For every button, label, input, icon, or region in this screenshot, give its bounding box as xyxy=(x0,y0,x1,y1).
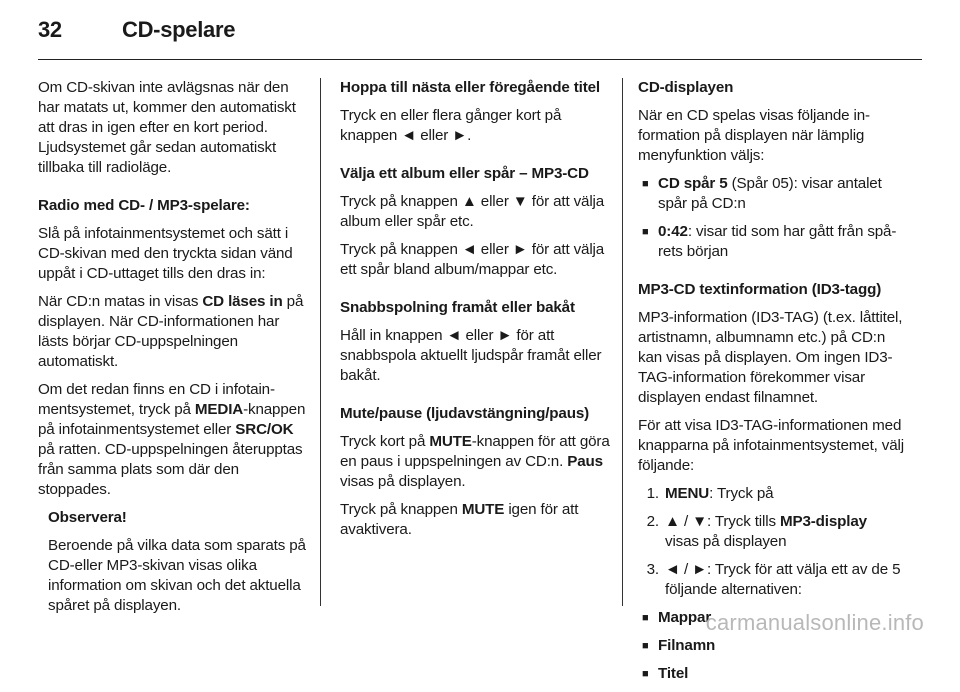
paragraph: Om CD-skivan inte avlägsnas när den har matats ut, kommer den automatiskt att dras in igen efter en kort period. Ljudsystemet går sedan automatiskt tillbaka till radioläge. xyxy=(38,79,296,176)
paragraph: Tryck på knappen ◄ eller ► för att välja ett spår bland album/mappar etc. xyxy=(340,241,605,278)
section-heading: MP3-CD textinformation (ID3-tagg) xyxy=(638,281,882,298)
bullet-square-icon: ■ xyxy=(642,178,649,190)
paragraph: Slå på infotainmentsystemet och sätt i CD-skivan med den tryckta sidan vänd uppåt i CD-uttaget tills den dras in: xyxy=(38,225,293,282)
numbered-step: 1. MENU: Tryck på xyxy=(646,485,774,502)
numbered-step: 2. ▲ / ▼: Tryck tills MP3-display visas på displayen xyxy=(646,513,867,550)
column-2 xyxy=(340,78,612,548)
bullet-item: ■ Filnamn xyxy=(642,637,716,654)
bullet-square-icon: ■ xyxy=(642,640,649,652)
page-number: 32 xyxy=(38,17,62,42)
paragraph: Tryck på knappen ▲ eller ▼ för att välja album eller spår etc. xyxy=(340,193,605,230)
column-1 xyxy=(38,78,310,624)
paragraph: Tryck på knappen MUTE igen för att avaktivera. xyxy=(340,501,579,538)
paragraph: När en CD spelas visas följande information på displayen när lämplig menyfunktion väljs: xyxy=(638,107,871,164)
bullet-square-icon: ■ xyxy=(642,612,649,624)
section-heading: Snabbspolning framåt eller bakåt xyxy=(340,299,575,316)
section-heading: Välja ett album eller spår – MP3-CD xyxy=(340,165,589,182)
watermark: carmanualsonline.info xyxy=(705,610,924,635)
note-title: Observera! xyxy=(48,509,127,526)
paragraph: Tryck en eller flera gånger kort på knappen ◄ eller ►. xyxy=(340,107,562,144)
section-heading: Radio med CD- / MP3-spelare: xyxy=(38,197,250,214)
page-title: CD-spelare xyxy=(122,17,236,42)
column-divider-1 xyxy=(320,78,321,606)
paragraph: Om det redan finns en CD i infotainmentsystemet, tryck på MEDIA-knappen på infotainmentsystemet eller SRC/OK på ratten. CD-uppspelningen återupptas från samma plats som där den stoppades. xyxy=(38,381,306,498)
bullet-square-icon: ■ xyxy=(642,668,649,680)
page-header xyxy=(38,17,235,43)
paragraph: MP3-information (ID3-TAG) (t.ex. låttitel, artistnamn, albumnamn etc.) på CD:n kan visas på displayen. Om ingen ID3-TAG-information förekommer visar displayen endast filnamnet. xyxy=(638,309,903,406)
paragraph: När CD:n matas in visas CD läses in på displayen. När CD-informationen har lästs börjar CD-uppspelningen automatiskt. xyxy=(38,293,304,370)
bullet-item: ■ 0:42: visar tid som har gått från spårets början xyxy=(642,223,897,260)
paragraph: Håll in knappen ◄ eller ► för att snabbspola aktuellt ljudspår framåt eller bakåt. xyxy=(340,327,602,384)
bullet-square-icon: ■ xyxy=(642,226,649,238)
note-box xyxy=(48,508,310,616)
section-heading: CD-displayen xyxy=(638,79,734,96)
paragraph: För att visa ID3-TAG-informationen med knapparna på infotainmentsystemet, välj följande: xyxy=(638,417,904,474)
section-heading: Mute/pause (ljudavstängning/paus) xyxy=(340,405,590,422)
section-heading: Hoppa till nästa eller föregående titel xyxy=(340,79,600,96)
column-divider-2 xyxy=(622,78,623,606)
bullet-item: ■ Titel xyxy=(642,665,689,682)
bullet-item: ■ Mappar xyxy=(642,609,712,626)
note-text: Beroende på vilka data som sparats på CD-eller MP3-skivan visas olika information om skivan och det aktuella spåret på displayen. xyxy=(48,537,306,614)
paragraph: Tryck kort på MUTE-knappen för att göra en paus i uppspelningen av CD:n. Paus visas på displayen. xyxy=(340,433,610,490)
numbered-step: 3. ◄ / ►: Tryck för att välja ett av de 5 följande alternativen: xyxy=(646,561,901,598)
header-rule xyxy=(38,59,922,60)
column-3 xyxy=(638,78,904,692)
bullet-item: ■ CD spår 5 (Spår 05): visar antalet spår på CD:n xyxy=(642,175,882,212)
